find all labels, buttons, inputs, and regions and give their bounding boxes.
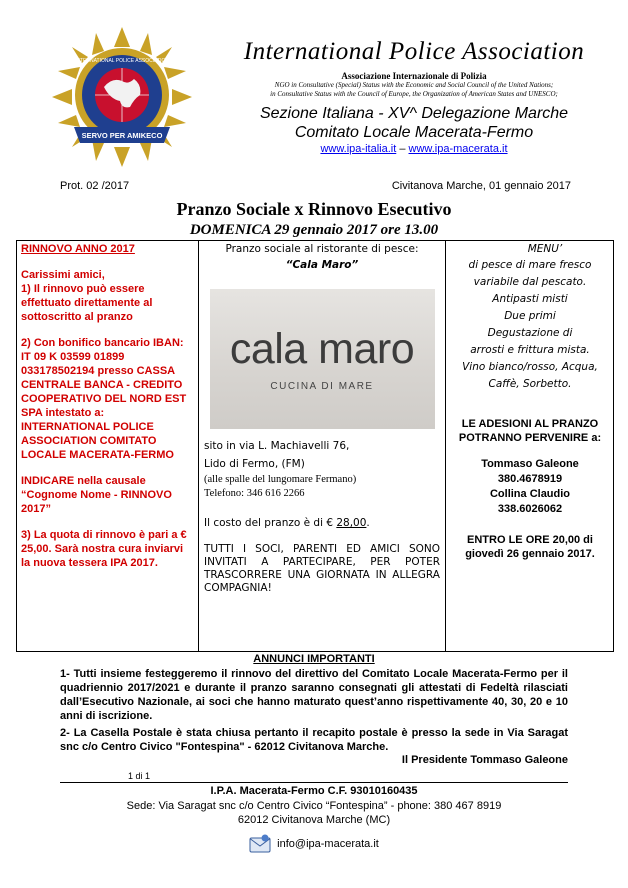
info-table — [16, 240, 614, 652]
invitation-text: TUTTI I SOCI, PARENTI ED AMICI SONO INVITATI A PARTECIPARE, PER POTER TRASCORRERE UNA GIORNATA IN ALLEGRA COMPAGNIA! — [204, 543, 440, 594]
footer-city-line: 62012 Civitanova Marche (MC) — [237, 814, 391, 826]
restaurant-sign-name: cala maro — [229, 325, 415, 373]
announcements-title: ANNUNCI IMPORTANTI — [253, 653, 375, 665]
footer-email[interactable]: info@ipa-macerata.it — [277, 838, 379, 850]
org-subtitle: Associazione Internazionale di Polizia — [341, 71, 487, 81]
footer-address-line: Sede: Via Saragat snc c/o Centro Civico “Fontespina” - phone: 380 467 8919 — [126, 800, 502, 812]
address-note: (alle spalle del lungomare Fermano) — [204, 474, 357, 485]
logo-ribbon-text: SERVO PER AMIKECO — [81, 131, 163, 140]
place-date: Civitanova Marche, 01 gennaio 2017 — [391, 180, 571, 192]
lunch-intro: Pranzo sociale al ristorante di pesce: — [225, 243, 419, 255]
protocol-number: Prot. 02 /2017 — [60, 180, 130, 192]
lunch-cost — [204, 517, 440, 529]
registration-deadline: ENTRO LE ORE 20,00 di giovedì 26 gennaio 2017. — [465, 534, 595, 560]
website-links — [214, 143, 614, 155]
cost-prefix: Il costo del pranzo è di € — [204, 517, 337, 529]
org-name: International Police Association — [243, 38, 585, 65]
contact-2-name: Collina Claudio — [489, 488, 571, 500]
cost-value: 28,00 — [336, 517, 367, 529]
logo-top-text: INTERNATIONAL POLICE ASSOCIATION — [74, 58, 170, 64]
footer-org-line: I.P.A. Macerata-Fermo C.F. 93010160435 — [210, 785, 418, 797]
envelope-icon — [249, 834, 271, 854]
menu-item: Caffè, Sorbetto. — [488, 378, 572, 390]
restaurant-phone: Telefono: 346 616 2266 — [204, 488, 305, 499]
address-line-1: sito in via L. Machiavelli 76, — [204, 440, 350, 452]
renewal-point-1: 1) Il rinnovo può essere effettuato direttamente al sottoscritto al pranzo — [21, 283, 153, 323]
signature: Il Presidente Tommaso Galeone — [401, 754, 568, 766]
lunch-column — [199, 241, 446, 651]
announcement-1: 1- Tutti insieme festeggeremo il rinnovo del direttivo del Comitato Locale Macerata-Fermo per il quadriennio 2017/2021 e durante il pranzo saranno consegnati gli attestati di Fedeltà rilasciati dall’Esecutivo Nazionale, ai soci che hanno maturato quest’anno rispettivamente 40, 30, 20 e 10 anni di iscrizione. — [60, 668, 568, 722]
registration-note: LE ADESIONI AL PRANZO POTRANNO PERVENIRE a: — [458, 418, 602, 444]
menu-item: Antipasti misti — [492, 293, 568, 305]
link-ipa-macerata[interactable]: www.ipa-macerata.it — [408, 143, 508, 155]
menu-column — [446, 241, 614, 651]
event-date: DOMENICA 29 gennaio 2017 ore 13.00 — [189, 222, 439, 238]
announcement-2: 2- La Casella Postale è stata chiusa pertanto il recapito postale è presso la sede in Via Saragat snc c/o Centro Civico "Fontespina" - 62012 Civitanova Marche. — [60, 727, 568, 753]
section-name: Sezione Italiana - XV^ Delegazione Marche — [259, 105, 569, 122]
renewal-point-3: 3) La quota di rinnovo è pari a € 25,00. Sarà nostra cura inviarvi la nuova tessera IPA 2017. — [21, 529, 187, 569]
link-ipa-italia[interactable]: www.ipa-italia.it — [320, 143, 397, 155]
event-title: Pranzo Sociale x Rinnovo Esecutivo — [176, 199, 452, 219]
menu-item: Vino bianco/rosso, Acqua, — [462, 361, 598, 373]
letterhead — [214, 38, 614, 155]
causale-note: INDICARE nella causale “Cognome Nome - RINNOVO 2017” — [21, 475, 172, 515]
committee-name: Comitato Locale Macerata-Fermo — [294, 124, 534, 141]
renewal-column — [17, 241, 199, 651]
restaurant-photo — [210, 289, 435, 429]
greeting: Carissimi amici, — [21, 269, 105, 281]
ngo-status-line-1: NGO in Consultative (Special) Status with the Economic and Social Council of the United Nations; — [274, 81, 554, 89]
renewal-point-2: 2) Con bonifico bancario IBAN: IT 09 K 03599 01899 033178502194 presso CASSA CENTRALE BANCA - CREDITO COOPERATIVO DEL NORD EST SPA intestato a: INTERNATIONAL POLICE ASSOCIATION COMITATO LOCALE MACERATA-FERMO — [21, 337, 187, 461]
contact-1-phone: 380.4678919 — [497, 473, 563, 485]
menu-item: arrosti e frittura mista. — [470, 344, 590, 356]
menu-list — [451, 257, 609, 393]
restaurant-sign-subtitle: CUCINA DI MARE — [270, 381, 374, 392]
contact-2-phone: 338.6026062 — [497, 503, 563, 515]
footer-email-row — [0, 834, 628, 854]
contacts — [451, 457, 609, 517]
menu-item: Due primi — [504, 310, 556, 322]
contact-1-name: Tommaso Galeone — [481, 458, 579, 470]
menu-item: variabile dal pescato. — [473, 276, 587, 288]
menu-item: Degustazione di — [487, 327, 573, 339]
footer-divider — [60, 782, 568, 783]
menu-title: MENU’ — [527, 243, 563, 255]
ngo-status-line-2: in Consultative Status with the Council of Europe, the Organization of American States and UNESCO; — [270, 90, 558, 98]
renewal-heading: RINNOVO ANNO 2017 — [21, 243, 135, 255]
restaurant-name: “Cala Maro” — [285, 259, 359, 271]
link-separator: – — [396, 143, 409, 155]
cost-suffix: . — [366, 517, 370, 529]
menu-item: di pesce di mare fresco — [468, 259, 592, 271]
page-number: 1 di 1 — [128, 771, 151, 781]
ipa-logo — [52, 27, 192, 167]
address-line-2: Lido di Fermo, (FM) — [204, 458, 305, 470]
